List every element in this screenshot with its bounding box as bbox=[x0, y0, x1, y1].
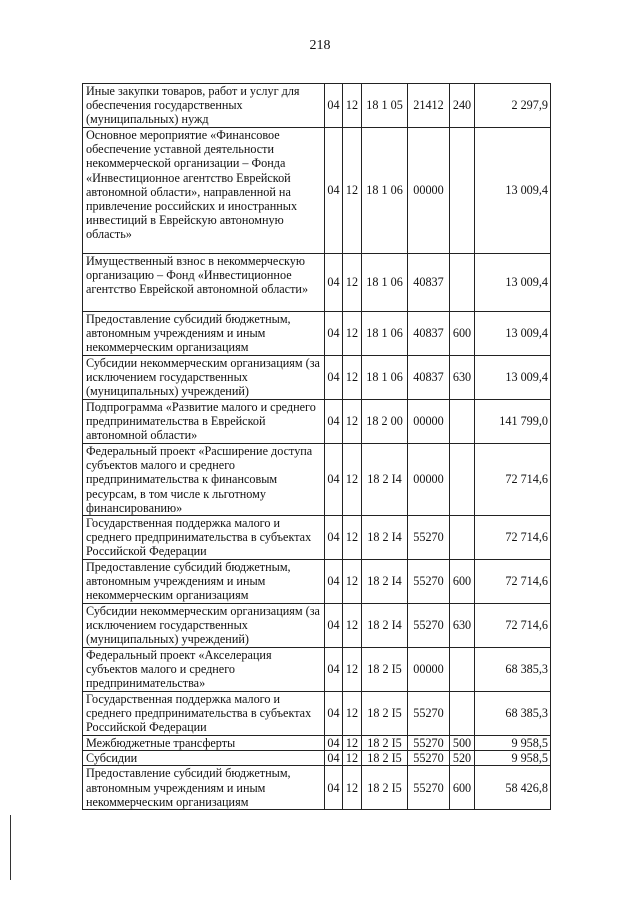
section-code-cell: 04 bbox=[325, 560, 343, 604]
subsection-code-cell: 12 bbox=[343, 604, 362, 648]
subsection-code-cell: 12 bbox=[343, 692, 362, 736]
row-name-cell: Иные закупки товаров, работ и услуг для обеспечения государственных (муниципальных) нужд bbox=[83, 84, 325, 128]
expense-type-cell bbox=[450, 692, 475, 736]
section-code-cell: 04 bbox=[325, 736, 343, 751]
expense-type-cell bbox=[450, 516, 475, 560]
subsection-code-cell: 12 bbox=[343, 84, 362, 128]
row-name-cell: Предоставление субсидий бюджетным, автономным учреждениям и иным некоммерческим организациям bbox=[83, 766, 325, 810]
section-code-cell: 04 bbox=[325, 766, 343, 810]
expense-type-cell bbox=[450, 128, 475, 254]
expense-type-cell: 600 bbox=[450, 312, 475, 356]
table-row bbox=[83, 736, 551, 751]
expense-code-cell: 55270 bbox=[408, 604, 450, 648]
amount-cell: 68 385,3 bbox=[475, 648, 551, 692]
table-row bbox=[83, 128, 551, 254]
section-code-cell: 04 bbox=[325, 444, 343, 516]
table-row bbox=[83, 692, 551, 736]
section-code-cell: 04 bbox=[325, 356, 343, 400]
table-row bbox=[83, 254, 551, 312]
expense-code-cell: 55270 bbox=[408, 736, 450, 751]
subsection-code-cell: 12 bbox=[343, 736, 362, 751]
subsection-code-cell: 12 bbox=[343, 751, 362, 766]
program-code-cell: 18 1 06 bbox=[362, 128, 408, 254]
subsection-code-cell: 12 bbox=[343, 516, 362, 560]
table-row bbox=[83, 648, 551, 692]
expense-type-cell: 240 bbox=[450, 84, 475, 128]
table-row bbox=[83, 766, 551, 810]
row-name-cell: Государственная поддержка малого и среднего предпринимательства в субъектах Российской Федерации bbox=[83, 516, 325, 560]
expense-type-cell: 630 bbox=[450, 604, 475, 648]
subsection-code-cell: 12 bbox=[343, 312, 362, 356]
table-row bbox=[83, 604, 551, 648]
row-name-cell: Субсидии некоммерческим организациям (за исключением государственных (муниципальных) учреждений) bbox=[83, 356, 325, 400]
amount-cell: 141 799,0 bbox=[475, 400, 551, 444]
amount-cell: 72 714,6 bbox=[475, 516, 551, 560]
row-name-cell: Субсидии bbox=[83, 751, 325, 766]
expense-code-cell: 55270 bbox=[408, 692, 450, 736]
subsection-code-cell: 12 bbox=[343, 356, 362, 400]
row-name-cell: Федеральный проект «Акселерация субъектов малого и среднего предпринимательства» bbox=[83, 648, 325, 692]
margin-line bbox=[10, 815, 11, 880]
amount-cell: 72 714,6 bbox=[475, 604, 551, 648]
amount-cell: 9 958,5 bbox=[475, 736, 551, 751]
amount-cell: 68 385,3 bbox=[475, 692, 551, 736]
program-code-cell: 18 2 I5 bbox=[362, 736, 408, 751]
expense-code-cell: 55270 bbox=[408, 516, 450, 560]
page-number: 218 bbox=[309, 38, 331, 53]
program-code-cell: 18 1 06 bbox=[362, 356, 408, 400]
expense-code-cell: 40837 bbox=[408, 312, 450, 356]
amount-cell: 58 426,8 bbox=[475, 766, 551, 810]
row-name-cell: Имущественный взнос в некоммерческую организацию – Фонд «Инвестиционное агентство Еврейской автономной области» bbox=[83, 254, 325, 312]
program-code-cell: 18 2 I4 bbox=[362, 560, 408, 604]
table-row bbox=[83, 84, 551, 128]
expense-code-cell: 00000 bbox=[408, 400, 450, 444]
amount-cell: 13 009,4 bbox=[475, 356, 551, 400]
program-code-cell: 18 2 I4 bbox=[362, 516, 408, 560]
program-code-cell: 18 2 I4 bbox=[362, 444, 408, 516]
subsection-code-cell: 12 bbox=[343, 648, 362, 692]
row-name-cell: Предоставление субсидий бюджетным, автономным учреждениям и иным некоммерческим организациям bbox=[83, 560, 325, 604]
table-row bbox=[83, 444, 551, 516]
subsection-code-cell: 12 bbox=[343, 128, 362, 254]
table-row bbox=[83, 751, 551, 766]
program-code-cell: 18 2 I5 bbox=[362, 648, 408, 692]
section-code-cell: 04 bbox=[325, 128, 343, 254]
subsection-code-cell: 12 bbox=[343, 766, 362, 810]
amount-cell: 2 297,9 bbox=[475, 84, 551, 128]
row-name-cell: Федеральный проект «Расширение доступа субъектов малого и среднего предпринимательства к финансовым ресурсам, в том числе к льготному финансированию» bbox=[83, 444, 325, 516]
amount-cell: 72 714,6 bbox=[475, 444, 551, 516]
expense-type-cell: 600 bbox=[450, 560, 475, 604]
amount-cell: 72 714,6 bbox=[475, 560, 551, 604]
expense-type-cell bbox=[450, 400, 475, 444]
expense-type-cell bbox=[450, 444, 475, 516]
section-code-cell: 04 bbox=[325, 254, 343, 312]
section-code-cell: 04 bbox=[325, 84, 343, 128]
program-code-cell: 18 1 06 bbox=[362, 254, 408, 312]
program-code-cell: 18 2 I5 bbox=[362, 692, 408, 736]
program-code-cell: 18 2 I5 bbox=[362, 751, 408, 766]
expense-code-cell: 00000 bbox=[408, 444, 450, 516]
row-name-cell: Государственная поддержка малого и среднего предпринимательства в субъектах Российской Федерации bbox=[83, 692, 325, 736]
section-code-cell: 04 bbox=[325, 648, 343, 692]
program-code-cell: 18 1 05 bbox=[362, 84, 408, 128]
row-name-cell: Подпрограмма «Развитие малого и среднего предпринимательства в Еврейской автономной области» bbox=[83, 400, 325, 444]
section-code-cell: 04 bbox=[325, 604, 343, 648]
subsection-code-cell: 12 bbox=[343, 560, 362, 604]
expense-code-cell: 55270 bbox=[408, 751, 450, 766]
amount-cell: 13 009,4 bbox=[475, 128, 551, 254]
expense-code-cell: 40837 bbox=[408, 356, 450, 400]
section-code-cell: 04 bbox=[325, 312, 343, 356]
expense-code-cell: 21412 bbox=[408, 84, 450, 128]
expense-type-cell bbox=[450, 254, 475, 312]
expense-type-cell bbox=[450, 648, 475, 692]
subsection-code-cell: 12 bbox=[343, 444, 362, 516]
program-code-cell: 18 1 06 bbox=[362, 312, 408, 356]
program-code-cell: 18 2 00 bbox=[362, 400, 408, 444]
section-code-cell: 04 bbox=[325, 516, 343, 560]
expense-code-cell: 00000 bbox=[408, 128, 450, 254]
section-code-cell: 04 bbox=[325, 692, 343, 736]
row-name-cell: Субсидии некоммерческим организациям (за исключением государственных (муниципальных) учреждений) bbox=[83, 604, 325, 648]
amount-cell: 9 958,5 bbox=[475, 751, 551, 766]
expense-type-cell: 600 bbox=[450, 766, 475, 810]
expense-code-cell: 40837 bbox=[408, 254, 450, 312]
table-row bbox=[83, 356, 551, 400]
program-code-cell: 18 2 I5 bbox=[362, 766, 408, 810]
section-code-cell: 04 bbox=[325, 751, 343, 766]
subsection-code-cell: 12 bbox=[343, 254, 362, 312]
expense-code-cell: 55270 bbox=[408, 766, 450, 810]
program-code-cell: 18 2 I4 bbox=[362, 604, 408, 648]
expense-type-cell: 520 bbox=[450, 751, 475, 766]
expense-code-cell: 55270 bbox=[408, 560, 450, 604]
table-row bbox=[83, 312, 551, 356]
expense-type-cell: 500 bbox=[450, 736, 475, 751]
table-row bbox=[83, 400, 551, 444]
section-code-cell: 04 bbox=[325, 400, 343, 444]
amount-cell: 13 009,4 bbox=[475, 254, 551, 312]
amount-cell: 13 009,4 bbox=[475, 312, 551, 356]
expense-code-cell: 00000 bbox=[408, 648, 450, 692]
budget-table bbox=[82, 83, 551, 810]
table-row bbox=[83, 560, 551, 604]
row-name-cell: Предоставление субсидий бюджетным, автономным учреждениям и иным некоммерческим организациям bbox=[83, 312, 325, 356]
subsection-code-cell: 12 bbox=[343, 400, 362, 444]
expense-type-cell: 630 bbox=[450, 356, 475, 400]
table-row bbox=[83, 516, 551, 560]
row-name-cell: Межбюджетные трансферты bbox=[83, 736, 325, 751]
row-name-cell: Основное мероприятие «Финансовое обеспечение уставной деятельности некоммерческой организации – Фонда «Инвестиционное агентство Еврейской автономной области», направленной на привлечение российских и иностранных инвестиций в Еврейскую автономную область» bbox=[83, 128, 325, 254]
